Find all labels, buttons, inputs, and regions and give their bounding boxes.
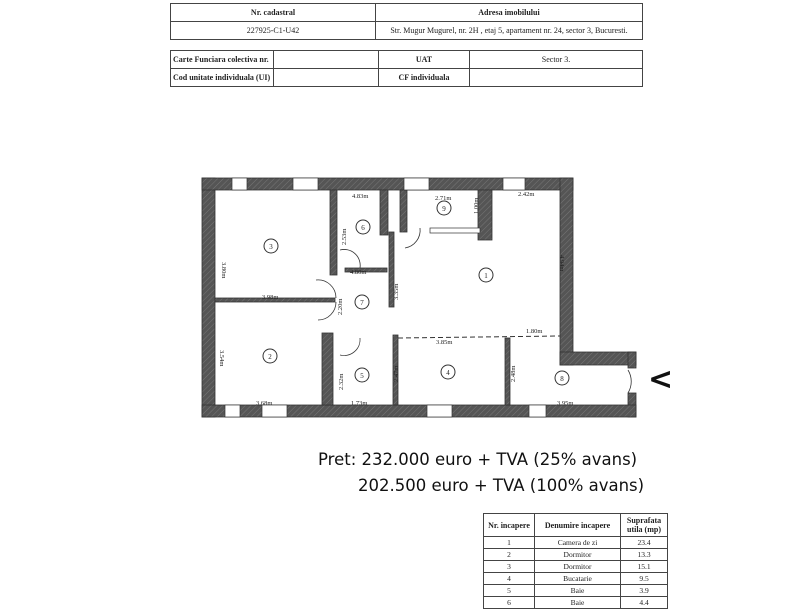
svg-text:6: 6 xyxy=(361,224,365,232)
price-block xyxy=(318,450,644,502)
svg-text:2.48m: 2.48m xyxy=(510,365,517,382)
svg-text:9: 9 xyxy=(442,205,446,213)
room-marker-9 xyxy=(437,201,451,215)
svg-text:1.80m: 1.80m xyxy=(526,328,543,335)
table-row: 5 Baie 3.9 xyxy=(484,585,668,597)
svg-text:4.94m: 4.94m xyxy=(558,255,565,272)
table-row: 1 Camera de zi 23.4 xyxy=(484,537,668,549)
kitchen-divider xyxy=(398,336,560,338)
svg-text:2.20m: 2.20m xyxy=(337,298,344,315)
uat-label: UAT xyxy=(379,51,470,69)
price-line-1: Pret: 232.000 euro + TVA (25% avans) xyxy=(318,450,638,469)
col-header-name: Denumire incapere xyxy=(535,514,621,537)
svg-text:3.85m: 3.85m xyxy=(436,339,453,346)
svg-text:3.35m: 3.35m xyxy=(393,283,400,300)
svg-text:1: 1 xyxy=(484,272,488,280)
table-row: 6 Baie 4.4 xyxy=(484,597,668,609)
svg-text:2.42m: 2.42m xyxy=(518,191,535,198)
svg-text:8: 8 xyxy=(560,375,564,383)
room-marker-1 xyxy=(479,268,493,282)
entrance-arrow-icon: < xyxy=(648,362,674,397)
col-header-area: Suprafata utila (mp) xyxy=(621,514,668,537)
svg-text:3: 3 xyxy=(269,243,273,251)
rooms-table xyxy=(483,513,668,609)
room-marker-3 xyxy=(264,239,278,253)
svg-text:3.95m: 3.95m xyxy=(557,400,574,407)
cf-label: Carte Funciara colectiva nr. xyxy=(171,51,274,69)
svg-text:2.71m: 2.71m xyxy=(435,195,452,202)
room-marker-5 xyxy=(355,368,369,382)
header-address: Adresa imobilului xyxy=(376,4,643,22)
svg-text:4: 4 xyxy=(446,369,450,377)
svg-text:2: 2 xyxy=(268,353,272,361)
svg-text:2.53m: 2.53m xyxy=(341,228,348,245)
room-marker-2 xyxy=(263,349,277,363)
svg-text:1.73m: 1.73m xyxy=(351,400,368,407)
svg-text:3.68m: 3.68m xyxy=(256,400,273,407)
col-header-nr: Nr. incapere xyxy=(484,514,535,537)
svg-text:2.47m: 2.47m xyxy=(393,365,400,382)
svg-text:5: 5 xyxy=(360,372,364,380)
room-marker-6 xyxy=(356,220,370,234)
room-numbers xyxy=(263,201,569,385)
table-row: 4 Bucatarie 9.5 xyxy=(484,573,668,585)
room-marker-7 xyxy=(355,295,369,309)
svg-text:3.98m: 3.98m xyxy=(262,294,279,301)
svg-text:7: 7 xyxy=(360,299,364,307)
cadastral-number: 227925-C1-U42 xyxy=(171,22,376,40)
header-cadastral: Nr. cadastral xyxy=(171,4,376,22)
cfi-label: CF individuala xyxy=(379,69,470,87)
uat-value: Sector 3. xyxy=(470,51,643,69)
table-row: 3 Dormitor 15.1 xyxy=(484,561,668,573)
svg-text:1.00m: 1.00m xyxy=(473,197,480,214)
price-line-2: 202.500 euro + TVA (100% avans) xyxy=(358,476,645,495)
svg-text:2.32m: 2.32m xyxy=(338,373,345,390)
room-marker-8 xyxy=(555,371,569,385)
table-row: 2 Dormitor 13.3 xyxy=(484,549,668,561)
ui-label: Cod unitate individuala (UI) xyxy=(171,69,274,87)
svg-text:3.80m: 3.80m xyxy=(220,262,227,279)
svg-text:4.83m: 4.83m xyxy=(352,193,369,200)
svg-text:4.80m: 4.80m xyxy=(350,269,367,276)
svg-text:3.54m: 3.54m xyxy=(218,350,225,367)
dimensions xyxy=(218,191,573,407)
room-marker-4 xyxy=(441,365,455,379)
address: Str. Mugur Mugurel, nr. 2H , etaj 5, apartament nr. 24, sector 3, Bucuresti. xyxy=(376,22,643,40)
